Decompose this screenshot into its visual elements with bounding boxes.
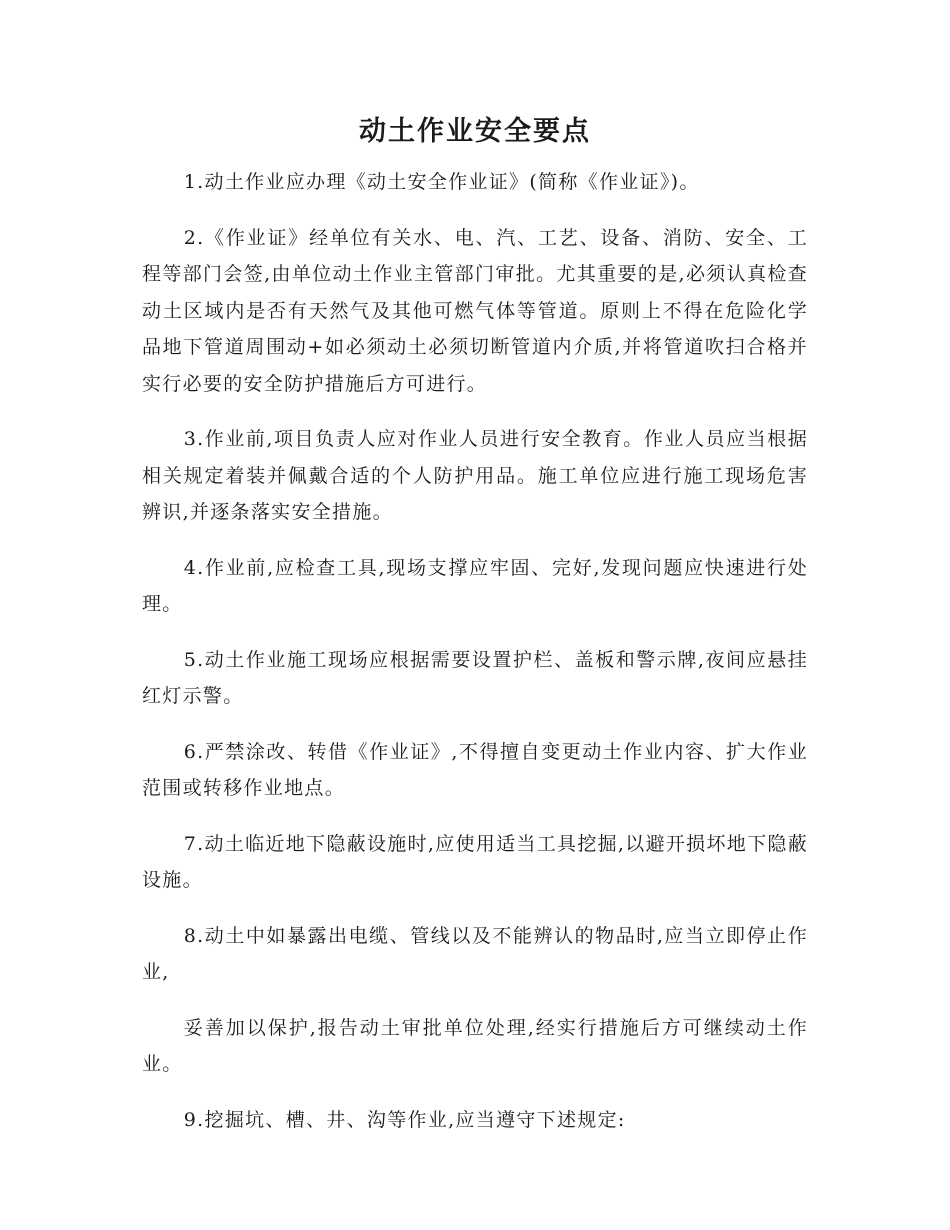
paragraph-9: 9.挖掘坑、槽、井、沟等作业,应当遵守下述规定: — [183, 1108, 626, 1131]
paragraph-1: 1.动土作业应办理《动土安全作业证》(简称《作业证》)。 — [183, 171, 700, 193]
paragraph-7: 7.动土临近地下隐蔽设施时,应使用适当工具挖掘,以避开损坏地下隐蔽设施。 — [142, 832, 808, 891]
paragraph-4: 4.作业前,应检查工具,现场支撑应牢固、完好,发现问题应快速进行处理。 — [142, 556, 808, 615]
paragraph-5: 5.动土作业施工现场应根据需要设置护栏、盖板和警示牌,夜间应悬挂红灯示警。 — [142, 648, 808, 707]
paragraph-6: 6.严禁涂改、转借《作业证》,不得擅自变更动土作业内容、扩大作业范围或转移作业地点。 — [142, 740, 808, 799]
paragraph-2: 2.《作业证》经单位有关水、电、汽、工艺、设备、消防、安全、工程等部门会签,由单位动土作业主管部门审批。尤其重要的是,必须认真检查动土区域内是否有天然气及其他可燃气体等管道。原则上不得在危险化学品地下管道周围动+如必须动土必须切断管道内介质,并将管道吹扫合格并实行必要的安全防护措施后方可进行。 — [142, 226, 808, 395]
paragraph-3: 3.作业前,项目负责人应对作业人员进行安全教育。作业人员应当根据相关规定着装并佩戴合适的个人防护用品。施工单位应进行施工现场危害辨识,并逐条落实安全措施。 — [142, 428, 808, 523]
paragraph-8: 8.动土中如暴露出电缆、管线以及不能辨认的物品时,应当立即停止作业, — [142, 924, 808, 983]
document-title: 动土作业安全要点 — [359, 116, 591, 147]
paragraph-8-continued: 妥善加以保护,报告动土审批单位处理,经实行措施后方可继续动土作业。 — [142, 1016, 808, 1075]
document-body — [142, 164, 808, 1157]
